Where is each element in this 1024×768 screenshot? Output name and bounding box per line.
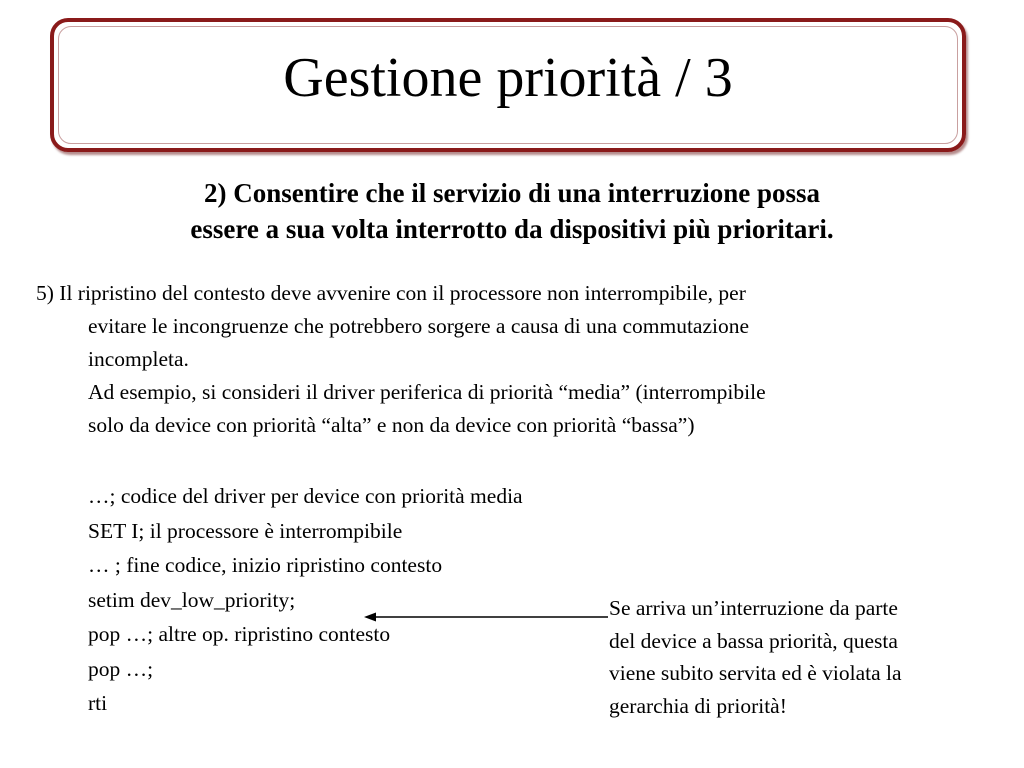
slide-title: Gestione priorità / 3 [283, 47, 733, 109]
note-line-2: del device a bassa priorità, questa [609, 628, 898, 653]
code-line-6: pop …; [88, 656, 154, 681]
arrow-icon [360, 603, 610, 627]
annotation-note [609, 592, 902, 722]
point-5-paragraph [36, 277, 766, 442]
code-line-2: SET I; il processore è interrompibile [88, 518, 403, 543]
code-line-5: pop …; altre op. ripristino contesto [88, 622, 391, 646]
point-5-line-2: evitare le incongruenze che potrebbero sorgere a causa di una commutazione [88, 314, 750, 338]
note-line-1: Se arriva un’interruzione da parte [609, 596, 898, 620]
subtitle-line-1: 2) Consentire che il servizio di una interruzione possa [204, 178, 820, 208]
code-line-3: … ; fine codice, inizio ripristino contesto [88, 553, 443, 577]
code-line-4: setim dev_low_priority; [88, 587, 296, 612]
note-line-3: viene subito servita ed è violata la [609, 661, 902, 685]
code-line-7: rti [88, 691, 108, 715]
point-5-line-4: Ad esempio, si consideri il driver periferica di priorità “media” (interrompibile [88, 380, 766, 404]
slide-subtitle [0, 175, 1024, 247]
point-5-line-1: 5) Il ripristino del contesto deve avvenire con il processore non interrompibile, per [36, 281, 746, 305]
title-box [58, 26, 958, 144]
code-listing [88, 479, 523, 721]
point-5-line-5: solo da device con priorità “alta” e non da device con priorità “bassa”) [88, 413, 695, 437]
point-5-line-3: incompleta. [88, 347, 189, 371]
code-line-1: …; codice del driver per device con priorità media [88, 484, 523, 508]
title-frame [50, 18, 966, 152]
subtitle-line-2: essere a sua volta interrotto da dispositivi più prioritari. [190, 214, 834, 244]
note-line-4: gerarchia di priorità! [609, 693, 787, 718]
